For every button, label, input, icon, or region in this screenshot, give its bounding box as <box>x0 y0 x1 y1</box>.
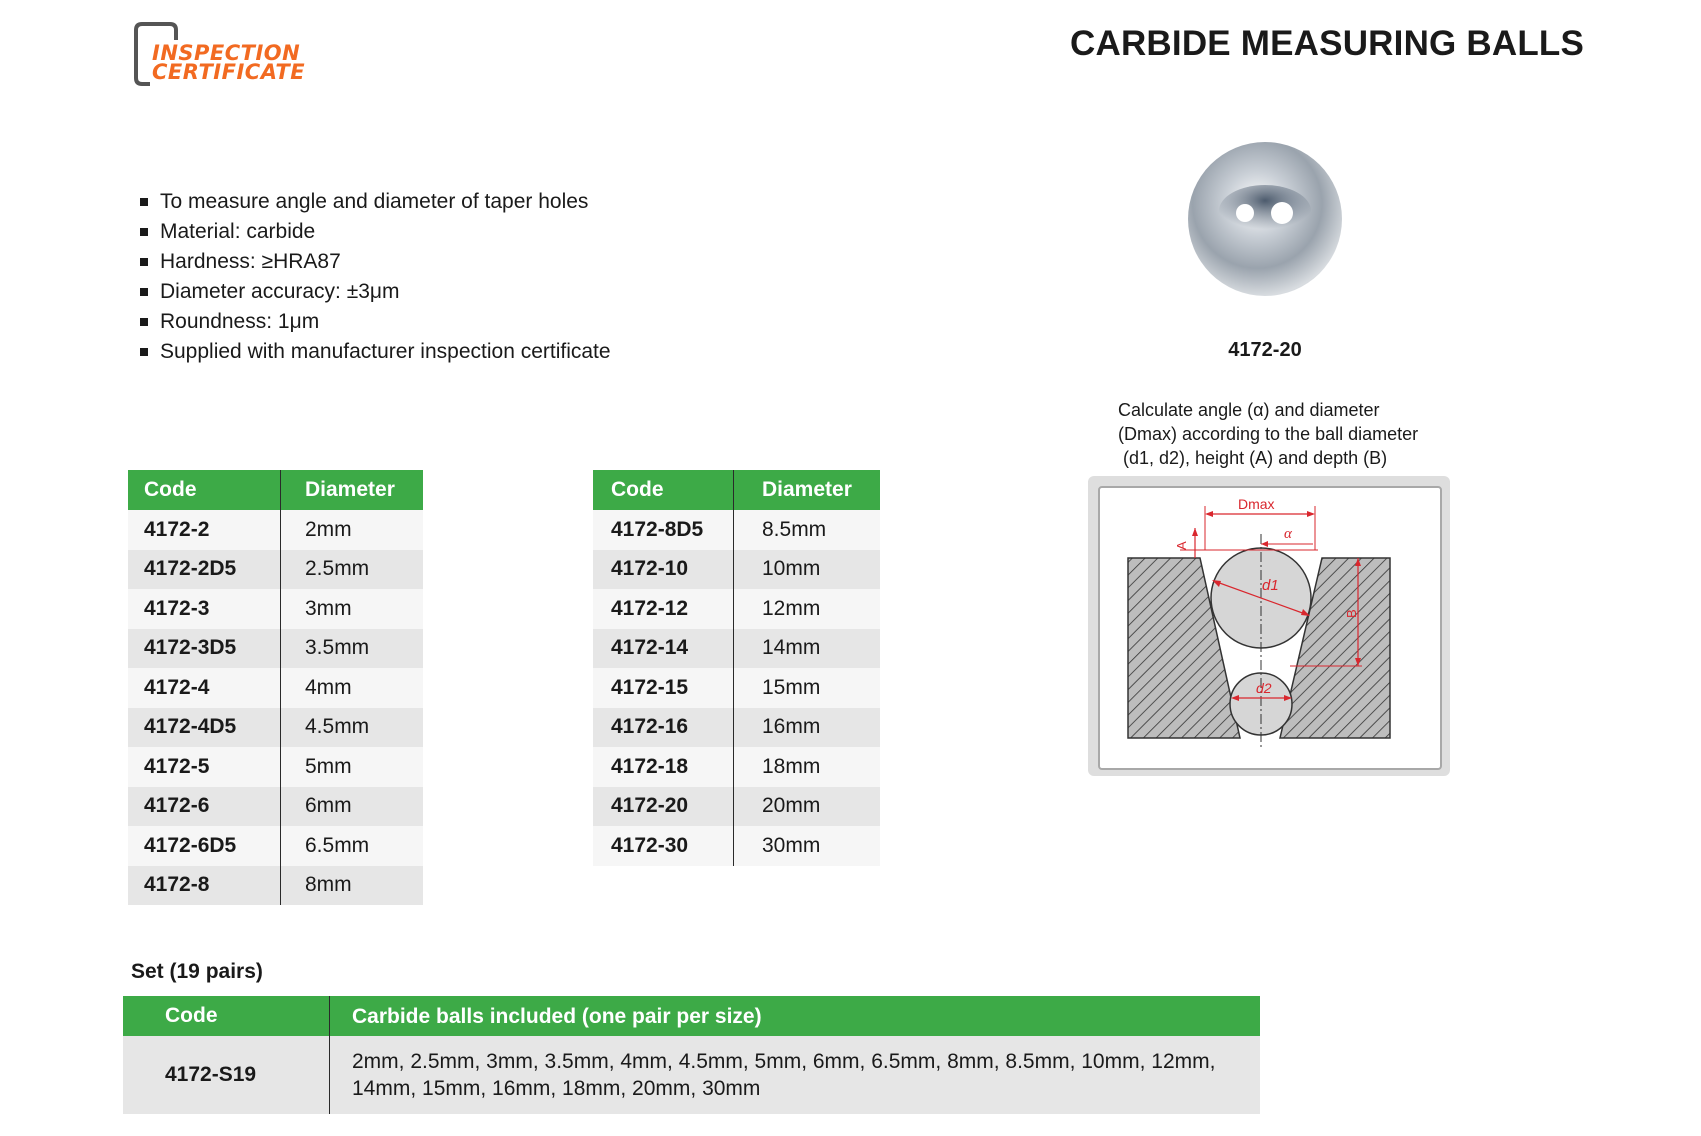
code-cell: 4172-16 <box>593 708 734 748</box>
table-row <box>128 866 423 906</box>
diameter-cell: 6.5mm <box>281 826 424 866</box>
alpha-label: α <box>1284 526 1292 542</box>
code-cell: 4172-3D5 <box>128 629 281 669</box>
table-row <box>128 747 423 787</box>
inspection-certificate-logo <box>132 20 332 88</box>
code-cell: 4172-8 <box>128 866 281 906</box>
calculation-note-line: (d1, d2), height (A) and depth (B) <box>1118 448 1388 468</box>
carbide-ball-image <box>1185 139 1345 299</box>
feature-item: Material: carbide <box>140 217 611 247</box>
table-row <box>593 708 880 748</box>
table-row <box>128 629 423 669</box>
table-row <box>593 787 880 827</box>
code-cell: 4172-20 <box>593 787 734 827</box>
code-cell: 4172-12 <box>593 589 734 629</box>
table-row <box>593 629 880 669</box>
set-included-header: Carbide balls included (one pair per size) <box>330 996 1261 1036</box>
diameter-cell: 4.5mm <box>281 708 424 748</box>
diameter-cell: 6mm <box>281 787 424 827</box>
diameter-header: Diameter <box>281 470 424 510</box>
diameter-cell: 16mm <box>734 708 881 748</box>
table-row <box>128 708 423 748</box>
table-header-row <box>128 470 423 510</box>
diameter-cell: 14mm <box>734 629 881 669</box>
diameter-cell: 3mm <box>281 589 424 629</box>
code-cell: 4172-5 <box>128 747 281 787</box>
logo-text-line2: CERTIFICATE <box>152 60 306 84</box>
diameter-cell: 4mm <box>281 668 424 708</box>
d2-label: d2 <box>1256 680 1272 696</box>
feature-item: To measure angle and diameter of taper holes <box>140 187 611 217</box>
taper-hole-drawing <box>1100 488 1440 768</box>
code-cell: 4172-8D5 <box>593 510 734 550</box>
diameter-cell: 30mm <box>734 826 881 866</box>
code-cell: 4172-30 <box>593 826 734 866</box>
table-header-row <box>123 996 1260 1036</box>
page-title: CARBIDE MEASURING BALLS <box>1070 24 1585 63</box>
code-table-left <box>128 470 423 905</box>
diameter-cell: 8.5mm <box>734 510 881 550</box>
code-header: Code <box>593 470 734 510</box>
feature-item: Diameter accuracy: ±3μm <box>140 277 611 307</box>
diameter-cell: 20mm <box>734 787 881 827</box>
code-cell: 4172-4 <box>128 668 281 708</box>
set-included-cell <box>330 1036 1261 1114</box>
code-cell: 4172-2D5 <box>128 550 281 590</box>
set-table <box>123 996 1260 1114</box>
table-row <box>128 826 423 866</box>
set-code-cell: 4172-S19 <box>123 1036 330 1114</box>
code-cell: 4172-15 <box>593 668 734 708</box>
product-image-code: 4172-20 <box>1228 339 1302 361</box>
table-header-row <box>593 470 880 510</box>
code-cell: 4172-6D5 <box>128 826 281 866</box>
table-row <box>128 510 423 550</box>
set-code-header: Code <box>123 996 330 1036</box>
diameter-header: Diameter <box>734 470 881 510</box>
diameter-cell: 15mm <box>734 668 881 708</box>
code-cell: 4172-18 <box>593 747 734 787</box>
feature-item: Supplied with manufacturer inspection certificate <box>140 337 611 367</box>
code-cell: 4172-2 <box>128 510 281 550</box>
diameter-cell: 18mm <box>734 747 881 787</box>
set-included-line: 2mm, 2.5mm, 3mm, 3.5mm, 4mm, 4.5mm, 5mm, 6mm, 6.5mm, 8mm, 8.5mm, 10mm, 12mm, <box>352 1050 1216 1073</box>
table-row <box>593 550 880 590</box>
table-row <box>593 747 880 787</box>
feature-item: Roundness: 1μm <box>140 307 611 337</box>
code-table-right <box>593 470 880 866</box>
table-row <box>593 510 880 550</box>
table-row <box>123 1036 1260 1114</box>
table-row <box>128 589 423 629</box>
set-included-line: 14mm, 15mm, 16mm, 18mm, 20mm, 30mm <box>352 1077 761 1100</box>
a-label: A <box>1174 541 1189 550</box>
taper-hole-diagram <box>1088 476 1450 776</box>
b-label: B <box>1344 609 1359 618</box>
diameter-cell: 2mm <box>281 510 424 550</box>
logo-text-line1: INSPECTION <box>152 41 301 65</box>
code-header: Code <box>128 470 281 510</box>
feature-item: Hardness: ≥HRA87 <box>140 247 611 277</box>
set-title: Set (19 pairs) <box>131 960 263 983</box>
diameter-cell: 10mm <box>734 550 881 590</box>
table-row <box>128 550 423 590</box>
code-cell: 4172-3 <box>128 589 281 629</box>
calculation-note <box>1118 398 1478 470</box>
calculation-note-line: Calculate angle (α) and diameter <box>1118 400 1380 420</box>
table-row <box>593 668 880 708</box>
feature-list <box>140 187 611 367</box>
diameter-cell: 8mm <box>281 866 424 906</box>
dmax-label: Dmax <box>1238 496 1275 512</box>
diameter-cell: 2.5mm <box>281 550 424 590</box>
diameter-cell: 5mm <box>281 747 424 787</box>
table-row <box>128 668 423 708</box>
code-cell: 4172-14 <box>593 629 734 669</box>
table-row <box>128 787 423 827</box>
d1-label: d1 <box>1262 577 1279 594</box>
code-cell: 4172-4D5 <box>128 708 281 748</box>
calculation-note-line: (Dmax) according to the ball diameter <box>1118 424 1419 444</box>
table-row <box>593 589 880 629</box>
diameter-cell: 3.5mm <box>281 629 424 669</box>
diameter-cell: 12mm <box>734 589 881 629</box>
table-row <box>593 826 880 866</box>
code-cell: 4172-6 <box>128 787 281 827</box>
code-cell: 4172-10 <box>593 550 734 590</box>
